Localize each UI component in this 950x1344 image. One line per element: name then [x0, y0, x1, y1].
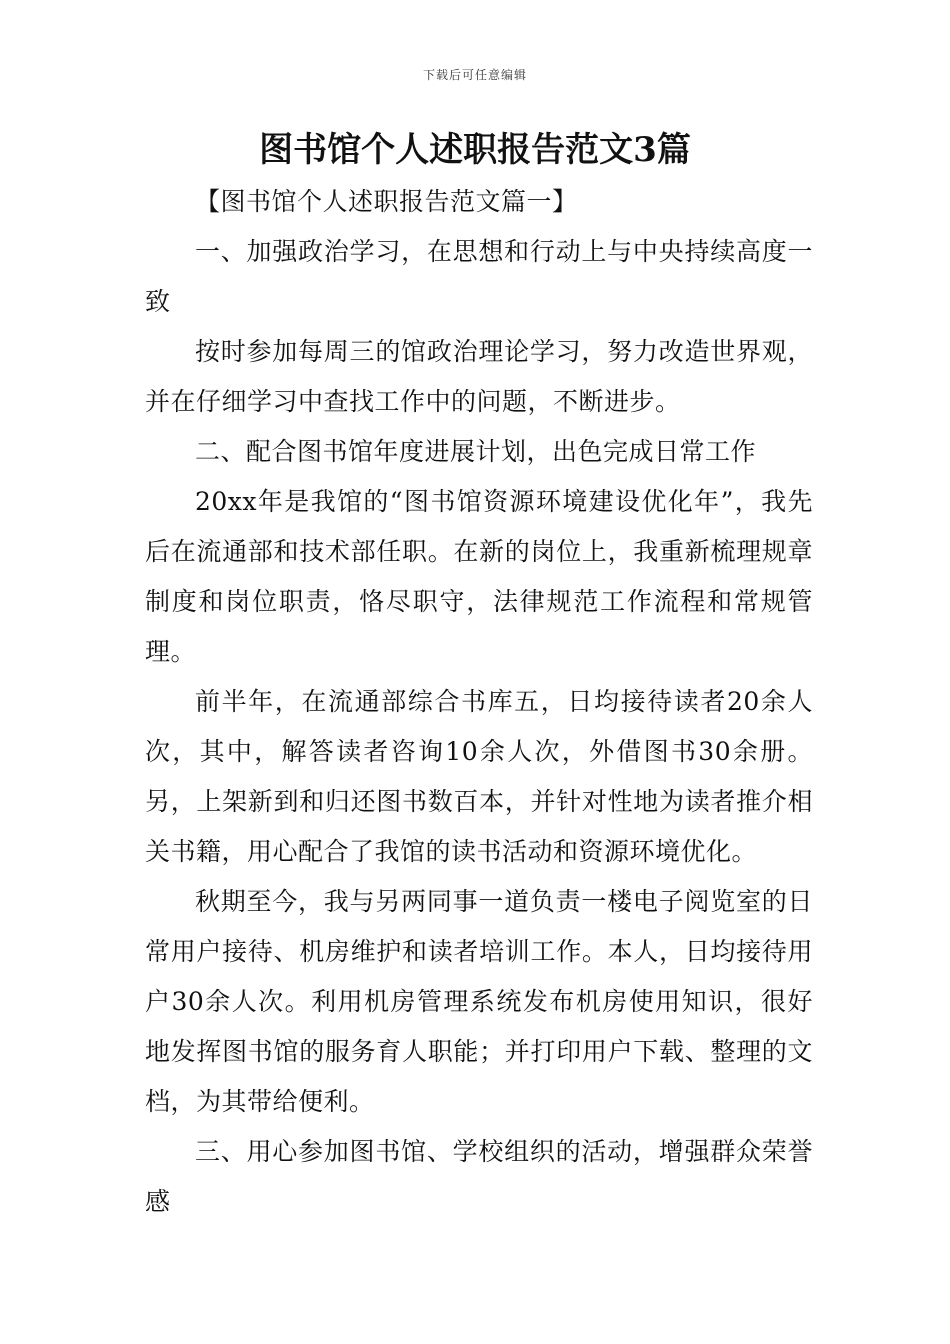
- paragraph: 秋期至今，我与另两同事一道负责一楼电子阅览室的日常用户接待、机房维护和读者培训工作。本人，日均接待用户30余人次。利用机房管理系统发布机房使用知识，很好地发挥图书馆的服务育人职能；并打印用户下载、整理的文档，为其带给便利。: [145, 887, 813, 1116]
- paragraph: 按时参加每周三的馆政治理论学习，努力改造世界观，并在仔细学习中查找工作中的问题，不断进步。: [145, 337, 813, 416]
- header-note: 下载后可任意编辑: [422, 68, 527, 82]
- paragraph: 二、配合图书馆年度进展计划，出色完成日常工作: [195, 437, 757, 466]
- paragraph: 三、用心参加图书馆、学校组织的活动，增强群众荣誉感: [145, 1137, 813, 1216]
- paragraph: 一、加强政治学习，在思想和行动上与中央持续高度一致: [145, 237, 813, 316]
- paragraph: 前半年，在流通部综合书库五，日均接待读者20余人次，其中，解答读者咨询10余人次，外借图书30余册。另，上架新到和归还图书数百本，并针对性地为读者推介相关书籍，用心配合了我馆的读书活动和资源环境优化。: [145, 687, 813, 866]
- document-title: 图书馆个人述职报告范文3篇: [259, 130, 691, 170]
- document-body: [145, 177, 813, 1227]
- section-heading: 【图书馆个人述职报告范文篇一】: [195, 187, 578, 216]
- paragraph: 20xx年是我馆的“图书馆资源环境建设优化年”，我先后在流通部和技术部任职。在新的岗位上，我重新梳理规章制度和岗位职责，恪尽职守，法律规范工作流程和常规管理。: [145, 487, 813, 666]
